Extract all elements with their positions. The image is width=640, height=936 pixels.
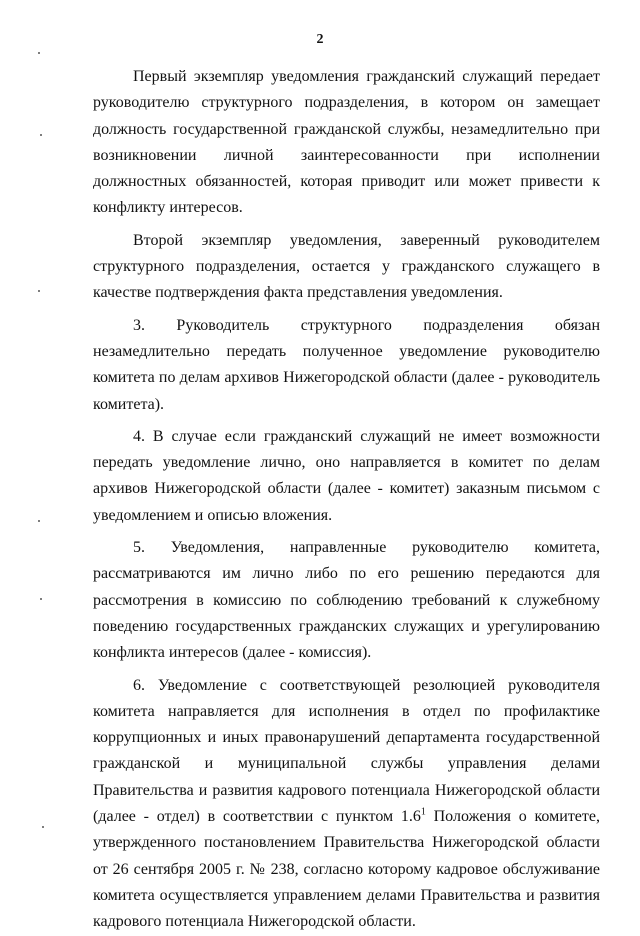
paragraph: Второй экземпляр уведомления, заверенный руководителем структурного подразделения, остается у гражданского служащего в качестве подтверждения факта представления уведомления.: [93, 231, 600, 302]
page-number: 2: [316, 32, 324, 47]
superscript: 1: [420, 806, 426, 818]
paragraph: 5. Уведомления, направленные руководителю комитета, рассматриваются им лично либо по его решению передаются для рассмотрения в комиссию по соблюдению требований к служебному поведению государственных гражданских служащих и урегулированию конфликта интересов (далее - комиссия).: [93, 539, 600, 662]
scan-speck: [40, 598, 42, 600]
paragraph: [93, 673, 600, 936]
paragraph-text: Положения о комитете, утвержденного постановлением Правительства Нижегородской области от 26 сентября 2005 г. № 238, согласно которому кадровое обслуживание комитета осуществляется управлением делами Правительства и развития кадрового потенциала Нижегородской области.: [93, 808, 601, 931]
scan-speck: [40, 134, 42, 136]
paragraph: 3. Руководитель структурного подразделения обязан незамедлительно передать полученное уведомление руководителю комитета по делам архивов Нижегородской области (далее - руководитель комитета).: [93, 316, 600, 413]
paragraph: 4. В случае если гражданский служащий не имеет возможности передать уведомление лично, оно направляется в комитет по делам архивов Нижегородской области (далее - комитет) заказным письмом с уведомлением и описью вложения.: [93, 427, 600, 524]
paragraph-text: 6. Уведомление с соответствующей резолюцией руководителя комитета направляется для исполнения в отдел по профилактике коррупционных и иных правонарушений департамента государственной гражданской и муниципальной службы управления делами Правительства и развития кадрового потенциала Нижегородской области (далее - отдел) в соответствии с пунктом 1.6: [93, 676, 600, 826]
document-body: [93, 64, 600, 936]
scan-speck: [38, 52, 40, 54]
scan-speck: [38, 290, 40, 292]
scan-speck: [38, 520, 40, 522]
paragraph: Первый экземпляр уведомления гражданский служащий передает руководителю структурного подразделения, в котором он замещает должность государственной гражданской службы, незамедлительно при возникновении личной заинтересованности при исполнении должностных обязанностей, которая приводит или может привести к конфликту интересов.: [93, 68, 600, 217]
scan-speck: [42, 826, 44, 828]
